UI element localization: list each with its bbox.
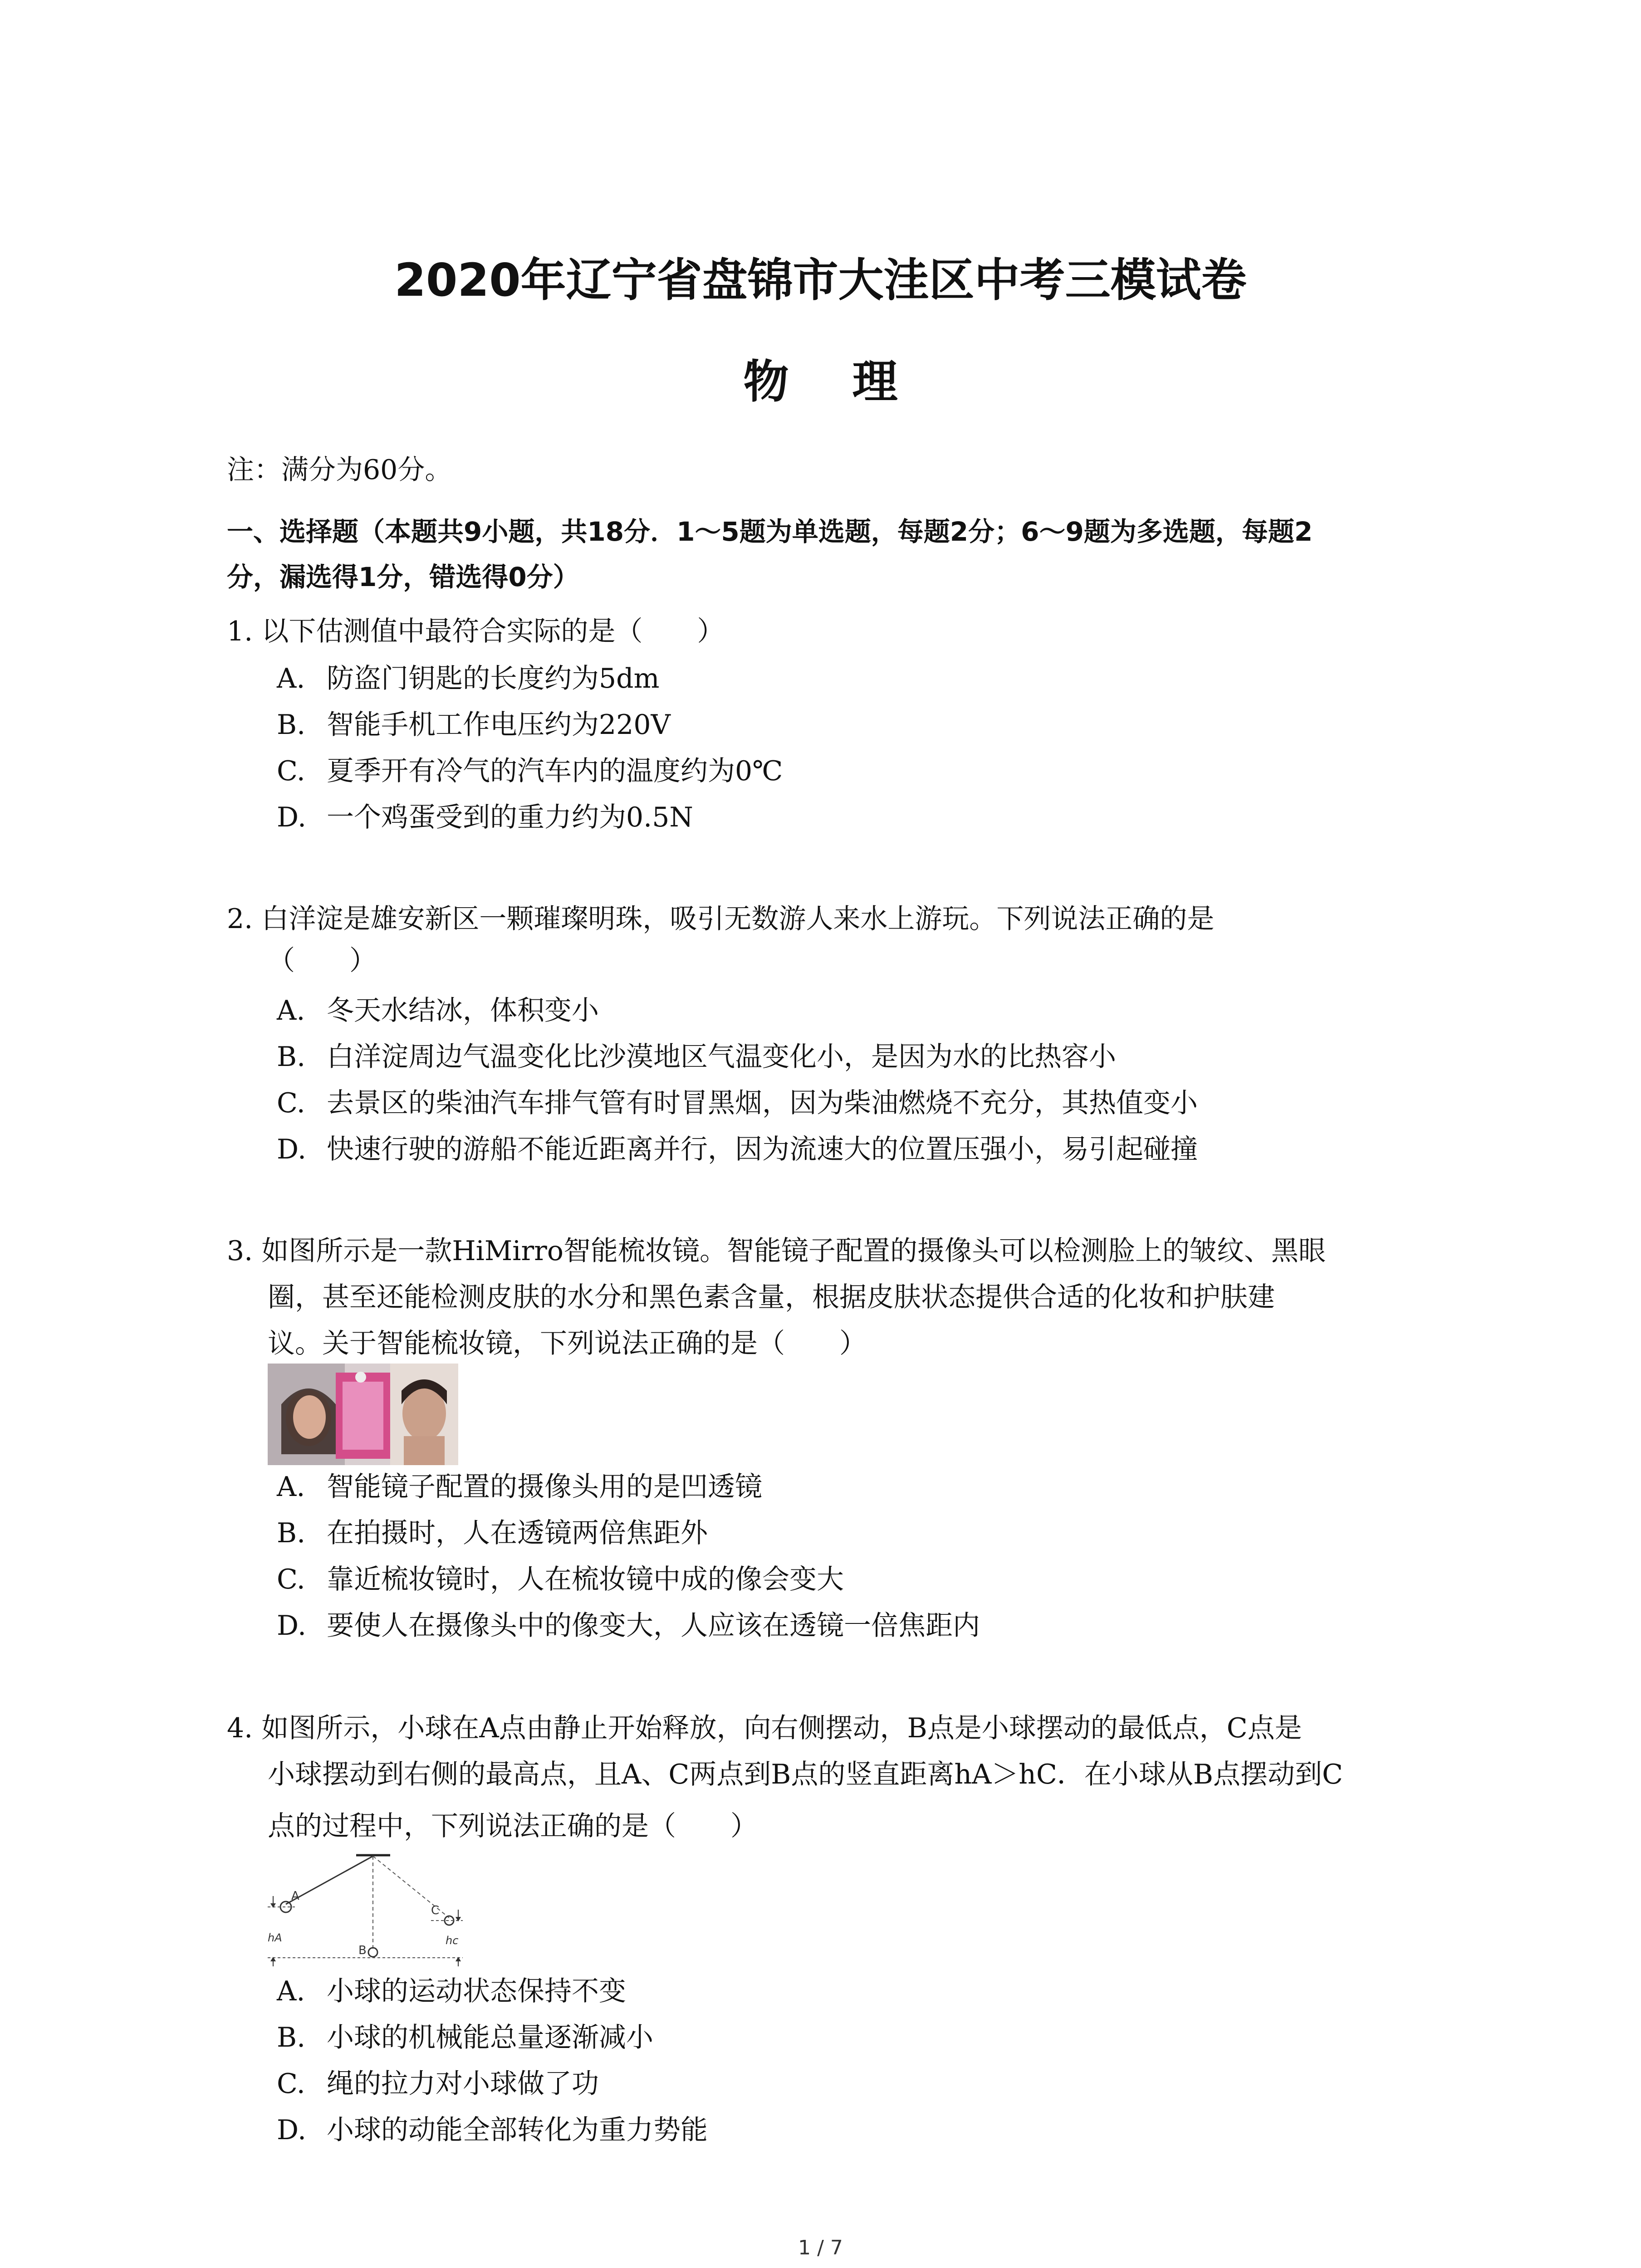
- option-text: 快速行驶的游船不能近距离并行，因为流速大的位置压强小，易引起碰撞: [327, 1134, 1198, 1165]
- option-label: A.: [277, 1471, 305, 1503]
- question-3-text-cont1: 圈，甚至还能检测皮肤的水分和黑色素含量，根据皮肤状态提供合适的化妆和护肤建: [268, 1281, 1275, 1313]
- option-text: 小球的动能全部转化为重力势能: [327, 2114, 708, 2146]
- option-text: 小球的机械能总量逐渐减小: [327, 2022, 653, 2053]
- label-a: A: [291, 1889, 299, 1903]
- subject-title: 物理: [743, 355, 961, 408]
- label-b: B: [358, 1944, 367, 1957]
- option-text: 智能手机工作电压约为220V: [327, 709, 671, 741]
- q2-option-c: [277, 1085, 1198, 1121]
- q4-option-a: [277, 1973, 626, 2009]
- option-text: 夏季开有冷气的汽车内的温度约为0℃: [327, 755, 783, 787]
- exam-title: 2020年辽宁省盘锦市大洼区中考三模试卷: [394, 254, 1247, 307]
- option-label: B.: [277, 2022, 306, 2053]
- q3-option-c: [277, 1561, 844, 1598]
- option-label: A.: [277, 1975, 305, 2007]
- label-hc: hc: [446, 1934, 459, 1947]
- option-label: D.: [277, 1610, 307, 1642]
- option-label: D.: [277, 2114, 307, 2146]
- page-number: 1 / 7: [798, 2236, 843, 2259]
- question-4-text-cont2: 点的过程中，下列说法正确的是（ ）: [268, 1810, 758, 1842]
- q3-option-d: [277, 1608, 980, 1644]
- option-label: B.: [277, 1517, 306, 1549]
- q3-option-a: [277, 1469, 762, 1505]
- q3-option-b: [277, 1515, 708, 1551]
- question-2-text-cont: （ ）: [268, 945, 377, 977]
- question-1-text: 1. 以下估测值中最符合实际的是（ ）: [227, 616, 725, 647]
- option-text: 白洋淀周边气温变化比沙漠地区气温变化小，是因为水的比热容小: [327, 1041, 1116, 1073]
- section-heading-line1: 一、选择题（本题共9小题，共18分．1～5题为单选题，每题2分；6～9题为多选题，每题2: [227, 516, 1313, 547]
- option-label: A.: [277, 995, 305, 1026]
- option-label: D.: [277, 802, 307, 833]
- option-text: 智能镜子配置的摄像头用的是凹透镜: [327, 1471, 762, 1503]
- option-label: C.: [277, 1087, 305, 1119]
- score-note: 注：满分为60分。: [227, 454, 452, 486]
- section-heading-line2: 分，漏选得1分，错选得0分）: [227, 562, 579, 592]
- q4-option-d: [277, 2112, 708, 2148]
- q4-option-b: [277, 2019, 653, 2056]
- option-label: B.: [277, 709, 306, 741]
- q2-option-d: [277, 1131, 1198, 1168]
- q1-option-d: [277, 799, 693, 836]
- option-label: D.: [277, 1134, 307, 1165]
- option-text: 绳的拉力对小球做了功: [327, 2068, 599, 2100]
- option-text: 一个鸡蛋受到的重力约为0.5N: [327, 802, 693, 833]
- question-2-text: 2. 白洋淀是雄安新区一颗璀璨明珠，吸引无数游人来水上游玩。下列说法正确的是: [227, 903, 1215, 935]
- q2-option-b: [277, 1039, 1116, 1075]
- option-text: 在拍摄时，人在透镜两倍焦距外: [327, 1517, 708, 1549]
- option-label: C.: [277, 1564, 305, 1595]
- q4-option-c: [277, 2066, 599, 2102]
- option-text: 靠近梳妆镜时，人在梳妆镜中成的像会变大: [327, 1564, 844, 1595]
- option-label: C.: [277, 755, 305, 787]
- smart-mirror-photo: [268, 1364, 458, 1465]
- label-ha: hA: [268, 1931, 282, 1944]
- option-label: C.: [277, 2068, 305, 2100]
- q1-option-b: [277, 707, 671, 743]
- option-label: B.: [277, 1041, 306, 1073]
- option-text: 防盗门钥匙的长度约为5dm: [327, 663, 660, 694]
- option-text: 小球的运动状态保持不变: [327, 1975, 626, 2007]
- option-text: 要使人在摄像头中的像变大，人应该在透镜一倍焦距内: [327, 1610, 980, 1642]
- question-3-text: 3. 如图所示是一款HiMirro智能梳妆镜。智能镜子配置的摄像头可以检测脸上的皱纹、黑眼: [227, 1235, 1326, 1267]
- question-4-text-cont1: 小球摆动到右侧的最高点，且A、C两点到B点的竖直距离hA＞hC．在小球从B点摆动到C: [268, 1759, 1343, 1790]
- question-4-text: 4. 如图所示，小球在A点由静止开始释放，向右侧摆动，B点是小球摆动的最低点，C点是: [227, 1712, 1302, 1744]
- pendulum-diagram: [268, 1851, 472, 1969]
- q1-option-c: [277, 753, 783, 789]
- option-text: 冬天水结冰，体积变小: [327, 995, 599, 1026]
- q1-option-a: [277, 660, 659, 697]
- label-c: C: [431, 1904, 440, 1917]
- q2-option-a: [277, 992, 599, 1029]
- option-label: A.: [277, 663, 305, 694]
- question-3-text-cont2: 议。关于智能梳妆镜，下列说法正确的是（ ）: [268, 1328, 867, 1359]
- option-text: 去景区的柴油汽车排气管有时冒黑烟，因为柴油燃烧不充分，其热值变小: [327, 1087, 1198, 1119]
